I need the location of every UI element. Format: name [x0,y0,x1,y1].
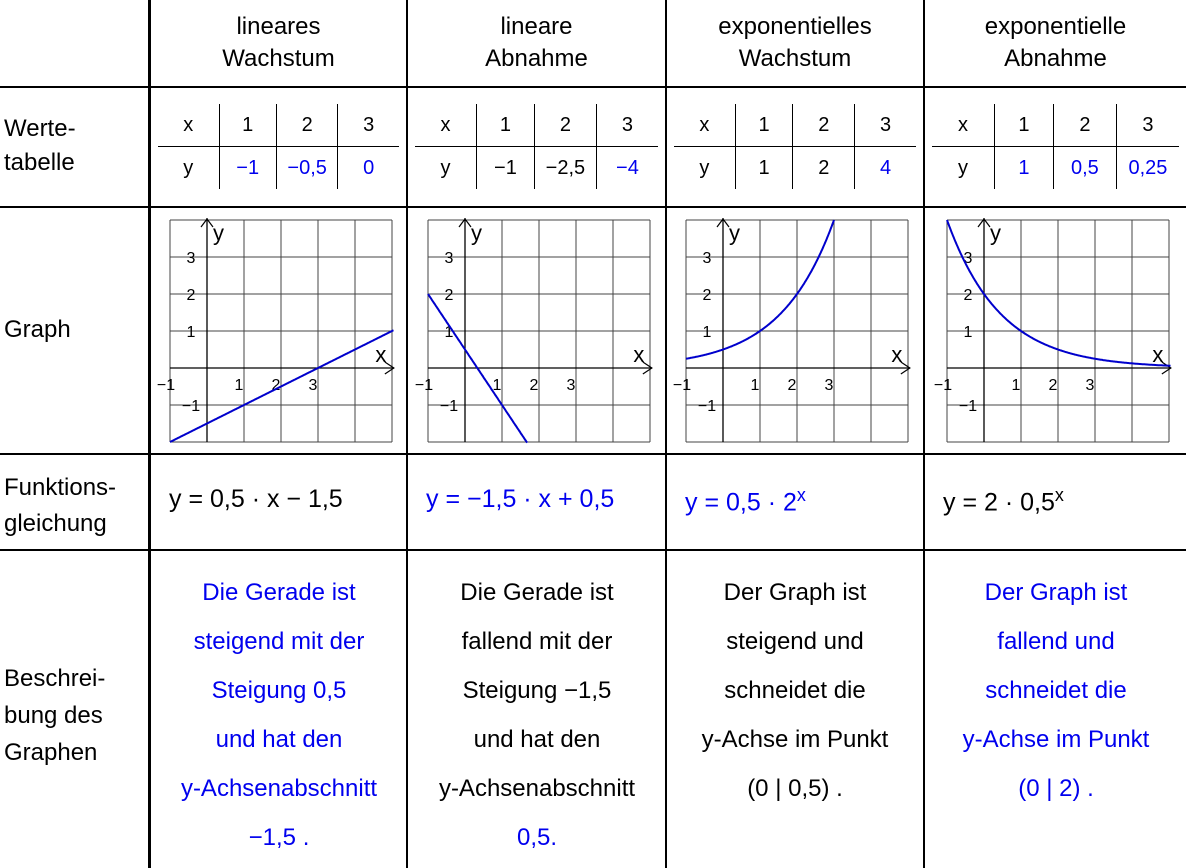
function-equation [685,485,806,517]
description-line: fallend und [997,628,1115,655]
value-table-row [674,104,916,147]
function-graph [414,218,668,446]
value-table-cell: y [958,156,969,179]
description-line: schneidet die [985,677,1127,704]
column-header-line: Abnahme [1004,45,1107,72]
function-graph [933,218,1187,446]
graph-description [154,568,404,862]
description-line: Der Graph ist [723,579,867,606]
x-tick-label: 2 [271,377,281,394]
function-graph [156,218,410,446]
description-line: Steigung 0,5 [211,677,347,704]
value-table-cell: x [674,104,735,147]
value-table-row [158,147,399,190]
row-label-line: bung des [4,702,103,729]
value-table [415,104,658,189]
y-tick-label: 3 [963,250,973,267]
value-table-cell: 3 [855,104,916,147]
function-equation [169,485,343,514]
y-tick-label: 3 [444,250,454,267]
x-tick-label: 3 [566,377,576,394]
y-tick-label: 2 [963,287,973,304]
value-table-cell: 3 [338,104,399,147]
description-line: y-Achsenabschnitt [438,775,636,802]
y-axis-label: y [729,220,740,246]
value-table-cell: 4 [855,147,916,190]
equation-exponent: x [796,485,806,505]
value-table [674,104,916,189]
equation-text: y = 2 · 0,5 [943,488,1055,517]
description-line: (0 | 2) . [1018,775,1094,802]
value-table-cell: −1 [219,147,276,190]
y-tick-label: −1 [181,398,201,415]
value-table-cell: 0 [338,147,399,190]
value-table-row [158,104,399,147]
value-table-cell: 0,25 [1116,147,1179,190]
value-table [158,104,399,189]
x-tick-label: 3 [1085,377,1095,394]
value-table-cell: x [415,104,477,147]
column-header [408,0,665,86]
value-table-cell: y [183,156,194,179]
description-line: y-Achsenabschnitt [180,775,378,802]
graph-grid [947,220,1169,442]
graph-description [931,568,1181,813]
function-equation [426,485,614,514]
column-header-line: Abnahme [485,45,588,72]
value-table-cell: y [699,156,710,179]
description-line: 0,5. [516,824,558,851]
value-table-cell: 1 [995,104,1054,147]
graph-description [670,568,920,813]
description-line: steigend und [726,628,864,655]
function-equation [943,485,1064,517]
x-axis-label: x [375,342,387,367]
x-tick-label: −1 [156,377,176,394]
y-axis-label: y [213,220,224,246]
value-table [932,104,1179,189]
column-header-line: exponentielle [984,13,1127,40]
y-tick-label: −1 [958,398,978,415]
x-tick-label: 1 [234,377,244,394]
description-line: y-Achse im Punkt [962,726,1150,753]
graph-axes [947,218,1171,442]
value-table-row [932,147,1179,190]
x-axis-label: x [633,342,645,367]
x-tick-label: 2 [529,377,539,394]
y-tick-label: −1 [697,398,717,415]
value-table-cell: 1 [219,104,276,147]
column-header [151,0,406,86]
value-table-cell: 1 [735,147,793,190]
row-label-line: Graphen [4,739,98,766]
description-line: Der Graph ist [984,579,1128,606]
y-tick-label: 2 [444,287,454,304]
row-divider [0,549,1186,551]
column-header-line: lineares [236,13,321,40]
y-tick-label: 2 [186,287,196,304]
y-tick-label: 3 [186,250,196,267]
value-table-row [932,104,1179,147]
column-header-line: exponentielles [718,13,872,40]
y-tick-label: 2 [702,287,712,304]
row-label-wertetabelle [4,112,76,180]
value-table-cell: 2 [276,104,338,147]
y-axis-label: y [990,220,1001,246]
description-line: und hat den [473,726,601,753]
row-label-line: tabelle [4,149,75,176]
row-divider [0,206,1186,208]
value-table-cell: 3 [596,104,658,147]
row-divider [0,86,1186,88]
x-tick-label: 1 [1011,377,1021,394]
x-tick-label: 1 [492,377,502,394]
column-header [925,0,1186,86]
value-table-cell: 1 [995,147,1054,190]
graph-grid [170,220,392,442]
row-label-line: gleichung [4,510,107,537]
function-curve [947,220,1171,366]
row-label-funktionsgleichung [4,470,116,542]
y-tick-label: −1 [439,398,459,415]
value-table-row [674,147,916,190]
function-graph [672,218,926,446]
row-label-line: Funktions- [4,474,117,501]
value-table-cell: 1 [477,104,535,147]
row-label-line: Werte- [4,115,76,142]
description-line: schneidet die [724,677,866,704]
column-header-line: Wachstum [738,45,852,72]
row-divider [0,453,1186,455]
function-curve [170,330,394,442]
value-table-cell: x [158,104,219,147]
value-table-cell: −1 [477,147,535,190]
x-tick-label: −1 [414,377,434,394]
x-tick-label: 1 [750,377,760,394]
value-table-cell: 1 [735,104,793,147]
row-label-graph: Graph [4,316,71,343]
y-tick-label: 1 [444,324,454,341]
equation-text: y = 0,5 · 2 [685,488,797,517]
x-tick-label: 3 [824,377,834,394]
y-tick-label: 1 [963,324,973,341]
column-divider [148,0,151,868]
description-line: fallend mit der [461,628,613,655]
x-tick-label: −1 [672,377,692,394]
x-axis-label: x [891,342,903,367]
value-table-cell: −0,5 [276,147,338,190]
description-line: (0 | 0,5) . [747,775,843,802]
description-line: steigend mit der [193,628,365,655]
value-table-cell: 2 [793,147,855,190]
value-table-row [415,104,658,147]
value-table-cell: x [932,104,995,147]
description-line: Die Gerade ist [202,579,356,606]
x-tick-label: −1 [933,377,953,394]
graph-axes [428,218,652,442]
value-table-cell: 2 [793,104,855,147]
value-table-cell: 2 [1053,104,1116,147]
value-table-cell: 2 [534,104,596,147]
value-table-row [415,147,658,190]
y-tick-label: 3 [702,250,712,267]
description-line: −1,5 . [248,824,310,851]
equation-exponent: x [1054,485,1064,505]
description-line: y-Achse im Punkt [701,726,889,753]
value-table-cell: y [440,156,451,179]
equation-text: y = −1,5 · x + 0,5 [426,485,615,513]
x-tick-label: 2 [1048,377,1058,394]
x-axis-label: x [1152,342,1164,367]
graph-grid [428,220,650,442]
y-tick-label: 1 [186,324,196,341]
value-table-cell: 3 [1116,104,1179,147]
column-header [667,0,923,86]
column-header-line: lineare [500,13,573,40]
graph-grid [686,220,908,442]
equation-text: y = 0,5 · x − 1,5 [169,485,343,513]
value-table-cell: −2,5 [534,147,596,190]
graph-description [412,568,662,862]
description-line: und hat den [215,726,343,753]
x-tick-label: 3 [308,377,318,394]
y-tick-label: 1 [702,324,712,341]
column-header-line: Wachstum [222,45,335,72]
description-line: Die Gerade ist [460,579,614,606]
graph-axes [170,218,394,442]
value-table-cell: 0,5 [1053,147,1116,190]
value-table-cell: −4 [596,147,658,190]
row-label-line: Beschrei- [4,665,106,692]
x-tick-label: 2 [787,377,797,394]
description-line: Steigung −1,5 [462,677,612,704]
y-axis-label: y [471,220,482,246]
row-label-beschreibung [4,660,105,771]
graph-axes [686,218,910,442]
